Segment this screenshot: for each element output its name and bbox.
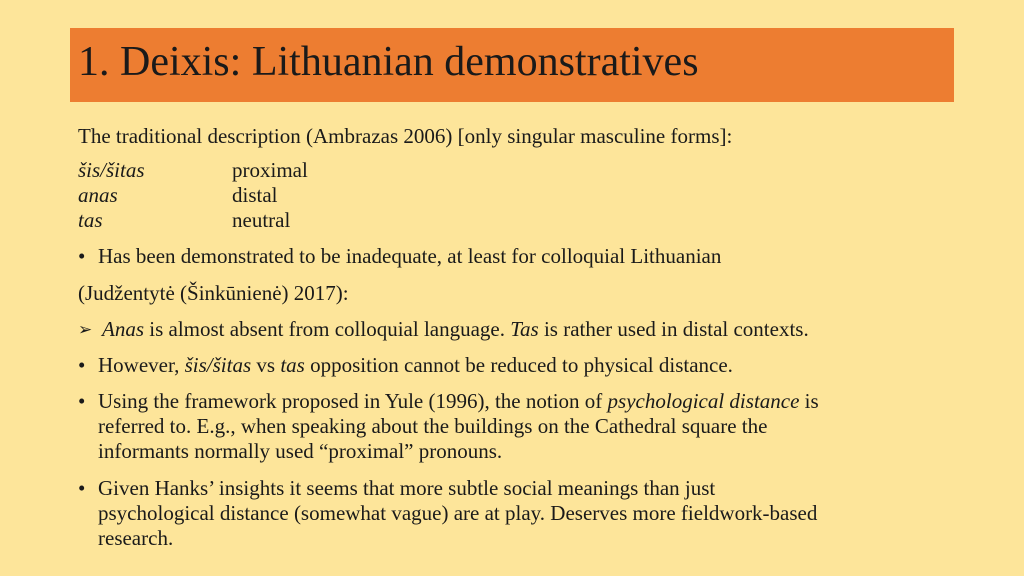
term-anas: Anas xyxy=(102,317,144,341)
form-gloss: proximal xyxy=(232,158,308,182)
bullet-text-1: However, xyxy=(98,353,185,377)
bullet-hanks xyxy=(78,476,958,551)
citation-line: (Judžentytė (Šinkūnienė) 2017): xyxy=(78,281,349,305)
term-sis-sitas: šis/šitas xyxy=(184,353,252,377)
bullet-icon: • xyxy=(78,244,86,268)
term-tas: tas xyxy=(280,353,305,377)
form-row xyxy=(78,208,958,233)
form-word: anas xyxy=(78,183,118,207)
term-tas: Tas xyxy=(510,317,539,341)
bullet-text-3: opposition cannot be reduced to physical distance. xyxy=(304,353,733,377)
form-row xyxy=(78,158,958,183)
slide-content xyxy=(78,120,958,551)
bullet-icon: • xyxy=(78,389,86,413)
arrow-bullet-anas xyxy=(78,317,958,342)
bullet-text-2: is xyxy=(799,389,819,413)
arrow-bullet-icon: ➢ xyxy=(78,320,93,339)
bullet-line: psychological distance (somewhat vague) are at play. Deserves more fieldwork-based xyxy=(98,501,818,525)
form-gloss: distal xyxy=(232,183,278,207)
form-gloss: neutral xyxy=(232,208,291,232)
bullet-text-1: Using the framework proposed in Yule (1996), the notion of xyxy=(98,389,608,413)
form-word: šis/šitas xyxy=(78,158,145,182)
bullet-inadequate xyxy=(78,244,958,269)
slide-title: 1. Deixis: Lithuanian demonstratives xyxy=(78,39,699,85)
bullet-text: Has been demonstrated to be inadequate, at least for colloquial Lithuanian xyxy=(98,244,722,268)
bullet-line: research. xyxy=(98,526,174,550)
bullet-line: informants normally used “proximal” pronouns. xyxy=(98,439,503,463)
bullet-text-2: vs xyxy=(251,353,281,377)
bullet-yule xyxy=(78,389,958,464)
demonstrative-forms xyxy=(78,158,958,233)
term-psychological-distance: psychological distance xyxy=(607,389,800,413)
arrow-text-1: is almost absent from colloquial language. xyxy=(144,317,511,341)
bullet-however xyxy=(78,353,958,378)
intro-text: The traditional description (Ambrazas 2006) [only singular masculine forms]: xyxy=(78,124,733,148)
form-word: tas xyxy=(78,208,103,232)
arrow-text-2: is rather used in distal contexts. xyxy=(538,317,809,341)
bullet-icon: • xyxy=(78,353,86,377)
bullet-line: Given Hanks’ insights it seems that more subtle social meanings than just xyxy=(98,476,716,500)
title-bar xyxy=(70,28,954,102)
bullet-icon: • xyxy=(78,476,86,500)
bullet-line: referred to. E.g., when speaking about the buildings on the Cathedral square the xyxy=(98,414,768,438)
form-row xyxy=(78,183,958,208)
bullet-line xyxy=(98,389,958,414)
